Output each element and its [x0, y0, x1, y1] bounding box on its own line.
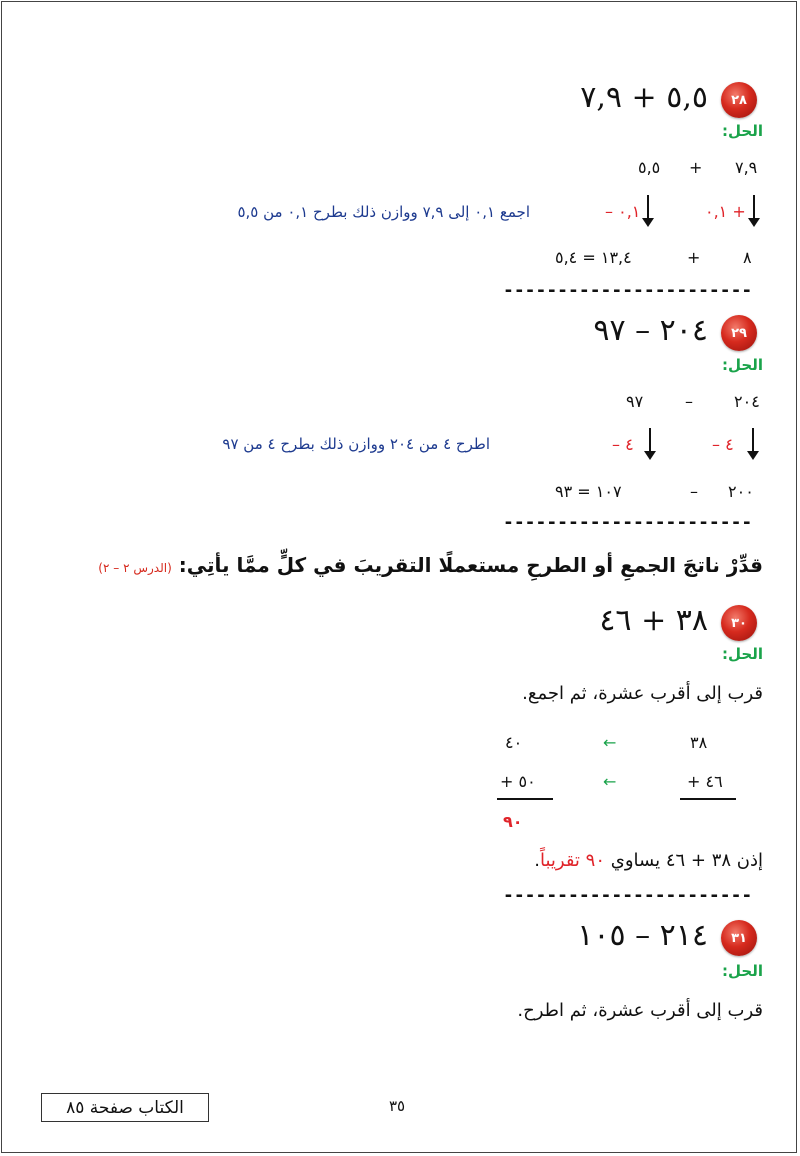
down-arrow-icon — [752, 428, 754, 454]
result-left: ١٠٧ = ٩٣ — [555, 482, 622, 501]
instruction-text: قرب إلى أقرب عشرة، ثم اطرح. — [517, 1000, 763, 1021]
original-value: ٤٦ + — [687, 772, 723, 791]
solution-label: الحل: — [722, 356, 763, 374]
operator: – — [690, 482, 698, 501]
result-right: ٨ — [743, 248, 752, 267]
operand-left: ٥,٥ — [638, 158, 661, 177]
conclusion-end: . — [534, 850, 540, 871]
rounded-value: ٥٠ + — [500, 772, 536, 791]
operator: + — [687, 248, 701, 267]
explanation-note: اطرح ٤ من ٢٠٤ ووازن ذلك بطرح ٤ من ٩٧ — [222, 435, 490, 453]
book-page-text: الكتاب صفحة ٨٥ — [66, 1097, 184, 1118]
problem-number-badge: ٣٠ — [721, 605, 757, 641]
separator-line: ----------------------- — [503, 512, 753, 533]
sum-value: ٩٠ — [503, 812, 523, 831]
page-number: ٣٥ — [389, 1097, 406, 1115]
separator-line: ----------------------- — [503, 280, 753, 301]
instruction-text: قرب إلى أقرب عشرة، ثم اجمع. — [522, 683, 763, 704]
original-value: ٣٨ — [690, 733, 708, 752]
explanation-note: اجمع ٠,١ إلى ٧,٩ ووازن ذلك بطرح ٠,١ من ٥,٥ — [237, 203, 530, 221]
down-arrow-icon — [647, 195, 649, 221]
solution-label: الحل: — [722, 645, 763, 663]
section-heading-text: قدِّرْ ناتجَ الجمعِ أو الطرحِ مستعملًا التقريبَ في كلٍّ ممَّا يأتِي: — [178, 553, 763, 577]
problem-expression: ٢١٤ – ١٠٥ — [577, 918, 708, 953]
solution-label: الحل: — [722, 962, 763, 980]
down-arrow-icon — [649, 428, 651, 454]
problem-expression: ٢٠٤ – ٩٧ — [593, 313, 708, 348]
result-right: ٢٠٠ — [728, 482, 754, 501]
adjustment-right: + ٠,١ — [705, 202, 746, 221]
result-left: ١٣,٤ = ٥,٤ — [555, 248, 632, 267]
left-arrow-icon: ← — [603, 733, 617, 752]
section-heading — [98, 553, 763, 577]
rounded-value: ٤٠ — [505, 733, 523, 752]
operator: + — [689, 158, 703, 177]
conclusion-start: إذن ٣٨ + ٤٦ يساوي — [610, 850, 763, 871]
adjustment-left: ٠,١ – — [605, 202, 641, 221]
left-arrow-icon: ← — [603, 772, 617, 791]
problem-expression: ٥,٥ + ٧,٩ — [580, 80, 708, 115]
down-arrow-icon — [753, 195, 755, 221]
conclusion-text — [534, 850, 763, 871]
adjustment-right: ٤ – — [712, 435, 734, 454]
page-frame — [1, 1, 797, 1153]
lesson-reference: (الدرس ٢ – ٢) — [98, 561, 172, 575]
operand-right: ٢٠٤ — [734, 392, 760, 411]
problem-number-badge: ٣١ — [721, 920, 757, 956]
book-page-reference — [41, 1093, 209, 1122]
problem-number-badge: ٢٩ — [721, 315, 757, 351]
conclusion-value: ٩٠ تقريباً — [539, 850, 606, 871]
operator: – — [685, 392, 693, 411]
sum-underline — [497, 798, 553, 800]
solution-label: الحل: — [722, 122, 763, 140]
problem-number-badge: ٢٨ — [721, 82, 757, 118]
adjustment-left: ٤ – — [612, 435, 634, 454]
sum-underline — [680, 798, 736, 800]
operand-right: ٧,٩ — [735, 158, 758, 177]
operand-left: ٩٧ — [626, 392, 644, 411]
problem-expression: ٣٨ + ٤٦ — [599, 603, 708, 638]
separator-line: ----------------------- — [503, 885, 753, 906]
